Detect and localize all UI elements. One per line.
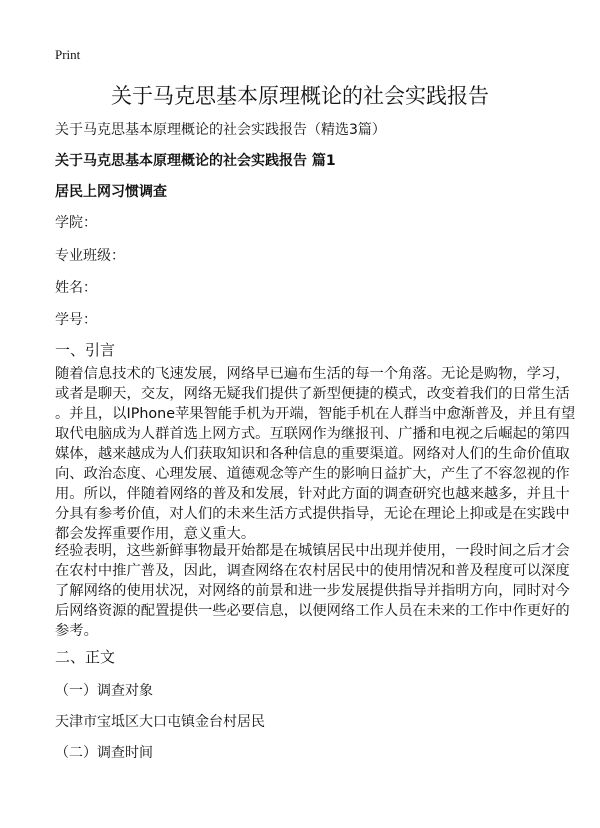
paragraph-line: 媒体，越来越成为人们获取知识和各种信息的重要渠道。网络对人们的生命价值取 <box>55 446 570 462</box>
field-college: 学院： <box>55 215 97 231</box>
paragraph-line: 随着信息技术的飞速发展，网络早已遍布生活的每一个角落。无论是购物，学习， <box>55 366 570 382</box>
field-student-id: 学号： <box>55 312 97 328</box>
subtitle: 关于马克思基本原理概论的社会实践报告（精选3篇） <box>55 122 386 138</box>
paragraph-line: 向、政治态度、心理发展、道德观念等产生的影响日益扩大，产生了不容忽视的作 <box>55 466 570 482</box>
paragraph-line: 都会发挥重要作用，意义重大。 <box>55 526 256 542</box>
paragraph-line: 后网络资源的配置提供一些必要信息，以便网络工作人员在未来的工作中作更好的 <box>55 603 570 619</box>
paragraph-line: 用。所以，伴随着网络的普及和发展，针对此方面的调查研究也越来越多，并且十 <box>55 486 570 502</box>
print-link[interactable]: Print <box>55 47 81 62</box>
paragraph-line: 经验表明，这些新鲜事物最开始都是在城镇居民中出现并使用，一段时间之后才会 <box>55 543 570 559</box>
paragraph-line: 了解网络的使用状况，对网络的前景和进一步发展提供指导并指明方向，同时对今 <box>55 583 570 599</box>
page-title: 关于马克思基本原理概论的社会实践报告 <box>111 84 489 108</box>
paragraph-line: 。并且，以IPhone苹果智能手机为开端，智能手机在人群当中愈渐普及，并且有望 <box>55 406 576 422</box>
section-body-heading: 二、正文 <box>55 648 116 666</box>
subheading-subject: （一）调查对象 <box>55 683 153 699</box>
field-class: 专业班级： <box>55 248 125 264</box>
paragraph-line: 分具有参考价值，对人们的未来生活方式提供指导，无论在理论上抑或是在实践中 <box>55 506 570 522</box>
paragraph-line: 或者是聊天，交友，网络无疑我们提供了新型便捷的模式，改变着我们的日常生活 <box>55 386 570 402</box>
intro-paragraph-1 <box>55 364 575 544</box>
article-heading: 关于马克思基本原理概论的社会实践报告 篇1 <box>55 153 336 169</box>
survey-title: 居民上网习惯调查 <box>55 184 167 200</box>
field-name: 姓名： <box>55 280 97 296</box>
paragraph-line: 在农村中推广普及，因此，调查网络在农村居民中的使用情况和普及程度可以深度 <box>55 563 570 579</box>
subheading-time: （二）调查时间 <box>55 745 153 761</box>
section-intro-heading: 一、引言 <box>55 341 116 359</box>
intro-paragraph-2 <box>55 541 575 641</box>
subject-text: 天津市宝坻区大口屯镇金台村居民 <box>55 714 265 730</box>
paragraph-line: 取代电脑成为人群首选上网方式。互联网作为继报刊、广播和电视之后崛起的第四 <box>55 426 570 442</box>
paragraph-line: 参考。 <box>55 623 98 639</box>
